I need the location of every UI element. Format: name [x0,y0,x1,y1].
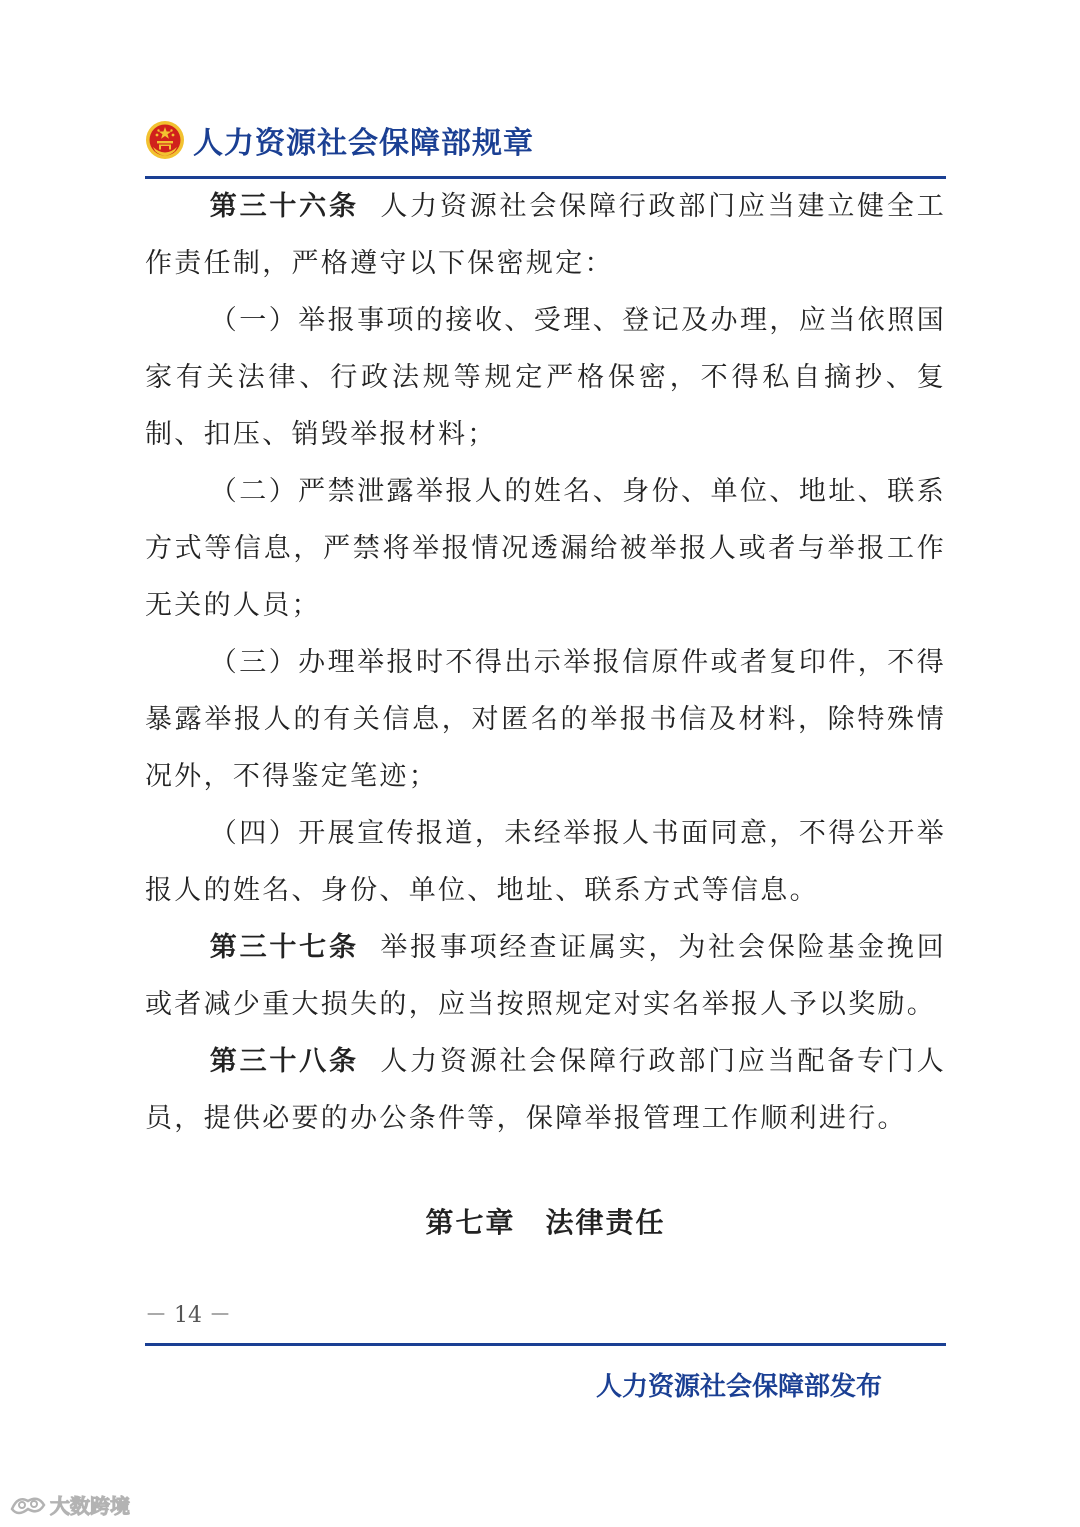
article-number: 第三十八条 [209,1046,359,1077]
article-text: 举报事项经查证属实，为社会保险基金挽回或者减少重大损失的，应当按照规定对实名举报人予以奖励。 [145,932,947,1020]
clause-paragraph [145,292,946,463]
page-number: － 14 － [145,1303,231,1328]
article-text: 人力资源社会保障行政部门应当建立健全工作责任制，严格遵守以下保密规定： [145,191,947,279]
footer-publisher: 人力资源社会保障部发布 [595,1372,882,1402]
page-header [145,112,534,168]
watermark-text: 大数跨境 [50,1494,130,1518]
footer-divider [145,1343,946,1346]
clause-paragraph [145,463,946,634]
watermark [8,1490,130,1519]
clause-paragraph [145,634,946,805]
article-number: 第三十六条 [209,191,359,222]
clause-text: （三）办理举报时不得出示举报信原件或者复印件，不得暴露举报人的有关信息，对匿名的举报书信及材料，除特殊情况外，不得鉴定笔迹； [145,647,946,792]
document-body [145,178,946,1147]
clause-text: （二）严禁泄露举报人的姓名、身份、单位、地址、联系方式等信息，严禁将举报情况透漏给被举报人或者与举报工作无关的人员； [145,476,946,621]
clause-paragraph [145,805,946,919]
national-emblem-icon [145,120,185,160]
article-paragraph [145,1033,946,1147]
header-title: 人力资源社会保障部规章 [193,126,534,161]
chapter-heading: 第七章 法律责任 [425,1206,666,1239]
watermark-logo-icon [8,1491,48,1519]
clause-text: （一）举报事项的接收、受理、登记及办理，应当依照国家有关法律、行政法规等规定严格保密，不得私自摘抄、复制、扣压、销毁举报材料； [145,305,946,450]
article-paragraph [145,919,946,1033]
article-paragraph [145,178,946,292]
article-text: 人力资源社会保障行政部门应当配备专门人员，提供必要的办公条件等，保障举报管理工作顺利进行。 [145,1046,947,1134]
article-number: 第三十七条 [209,932,359,963]
clause-text: （四）开展宣传报道，未经举报人书面同意，不得公开举报人的姓名、身份、单位、地址、联系方式等信息。 [145,818,946,906]
